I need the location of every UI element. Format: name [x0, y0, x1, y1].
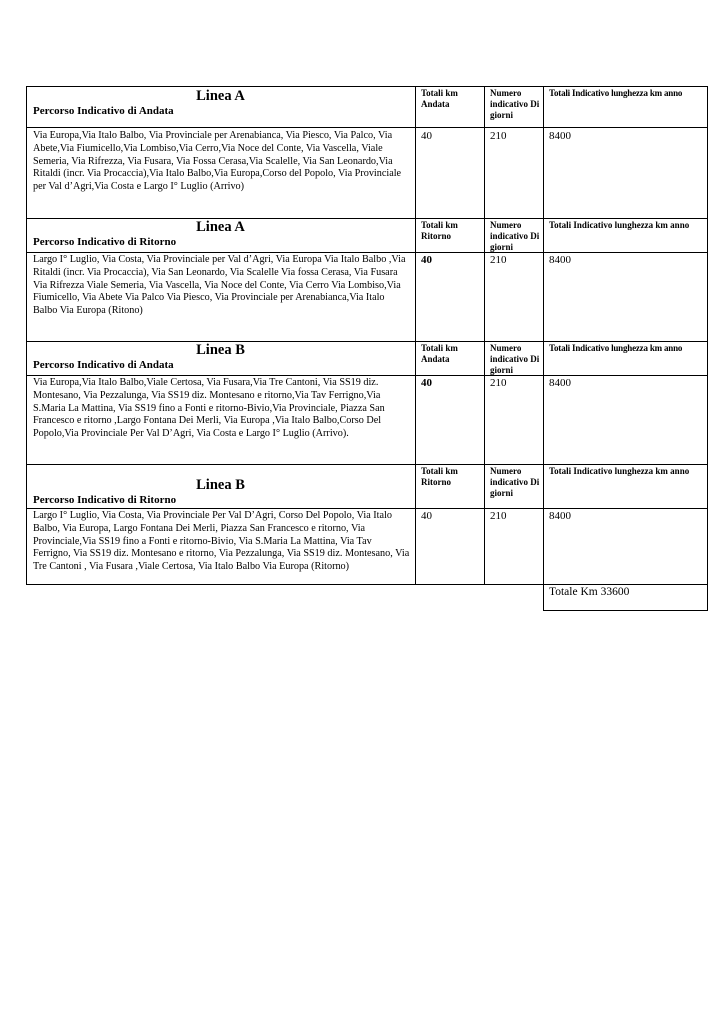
km-value: 40 — [421, 377, 432, 389]
total-value: 8400 — [549, 254, 571, 266]
days-value: 210 — [490, 510, 507, 522]
route-text: Via Europa,Via Italo Balbo, Via Provinciale per Arenabianca, Via Piesco, Via Palco, Via Abete,Via Fiumicello,Via Lombiso,Via Cerro,Via Noce del Conte, Via Vascella, Viale Semeria, Via Rifrezza, Via Fusara, Via Fossa Cerasa,Via Scalelle, Via San Leonardo,Via Ritaldi (incr. Via Procaccia),Via Italo Balbo,Via Europa,Corso del Popolo, Via Provinciale per Val d’Agri,Via Costa e Largo I° Luglio (Arrivo) — [33, 130, 402, 193]
header-days: Numero indicativo Di giorni — [490, 220, 540, 252]
header-days: Numero indicativo Di giorni — [490, 343, 540, 375]
route-text: Via Europa,Via Italo Balbo,Viale Certosa, Via Fusara,Via Tre Cantoni, Via SS19 diz. Montesano, Via Pezzalunga, Via SS19 diz. Montesano e ritorno,Via Tav Ferrigno,Via S.Maria La Mattina, Via SS19 fino a Fonti e ritorno-Bivio,Via Provinciale, Piazza San Francesco e ritorno ,Largo Fontana Dei Merli, Via Europa ,Via Italo Balbo,Corso Del Popolo,Via Provinciale Per Val D’Agri, Via Costa e Largo I° Luglio (Arrivo). — [33, 377, 385, 440]
header-days: Numero indicativo Di giorni — [490, 466, 540, 498]
section-title: Linea B — [196, 342, 245, 358]
section-title: Linea A — [196, 219, 245, 235]
section-title: Linea B — [196, 477, 245, 493]
section-subtitle: Percorso Indicativo di Ritorno — [33, 236, 177, 248]
header-km: Totali km Ritorno — [421, 466, 458, 487]
header-days: Numero indicativo Di giorni — [490, 88, 540, 120]
total-value: 8400 — [549, 510, 571, 522]
km-value: 40 — [421, 130, 432, 142]
header-total: Totali Indicativo lunghezza km anno — [549, 466, 690, 476]
km-value: 40 — [421, 510, 432, 522]
km-value: 40 — [421, 254, 432, 266]
section-subtitle: Percorso Indicativo di Andata — [33, 359, 174, 371]
section-title: Linea A — [196, 88, 245, 104]
header-km: Totali km Andata — [421, 88, 458, 109]
header-total: Totali Indicativo lunghezza km anno — [549, 343, 683, 353]
route-text: Largo I° Luglio, Via Costa, Via Provinciale Per Val D’Agri, Corso Del Popolo, Via Italo Balbo, Via Europa, Largo Fontana Dei Merli, Piazza San Francesco e ritorno, Via Provinciale,Via SS19 fino a Fonti e ritorno-Bivio, Via S.Maria La Mattina, Via Tav Ferrigno, Via SS19 diz. Montesano e ritorno, Via Pezzalunga, Via SS19 diz. Montesano, Via Tre Cantoni , Via Fusara ,Viale Certosa, Via Italo Balbo Via Europa (Ritorno) — [33, 510, 410, 573]
days-value: 210 — [490, 130, 507, 142]
route-text: Largo I° Luglio, Via Costa, Via Provinciale per Val d’Agri, Via Europa Via Italo Balbo ,Via Ritaldi (incr. Via Procaccia), Via San Leonardo, Via Scalelle Via fossa Cerasa, Via Fusara Via Rifrezza Viale Semeria, Via Vascella, Via Noce del Conte, Via Cerro Via Lombiso,Via Fiumicello, Via Abete Via Palco Via Piesco, Via Provinciale per Arenabianca,Via Italo Balbo Via Europa (Ritono) — [33, 254, 406, 317]
section-subtitle: Percorso Indicativo di Ritorno — [33, 494, 177, 506]
header-km: Totali km Ritorno — [421, 220, 458, 241]
days-value: 210 — [490, 254, 507, 266]
total-value: 8400 — [549, 130, 571, 142]
header-total: Totali Indicativo lunghezza km anno — [549, 88, 683, 98]
days-value: 210 — [490, 377, 507, 389]
section-subtitle: Percorso Indicativo di Andata — [33, 105, 174, 117]
grand-total: Totale Km 33600 — [549, 586, 630, 598]
total-value: 8400 — [549, 377, 571, 389]
header-total: Totali Indicativo lunghezza km anno — [549, 220, 690, 230]
header-km: Totali km Andata — [421, 343, 458, 364]
